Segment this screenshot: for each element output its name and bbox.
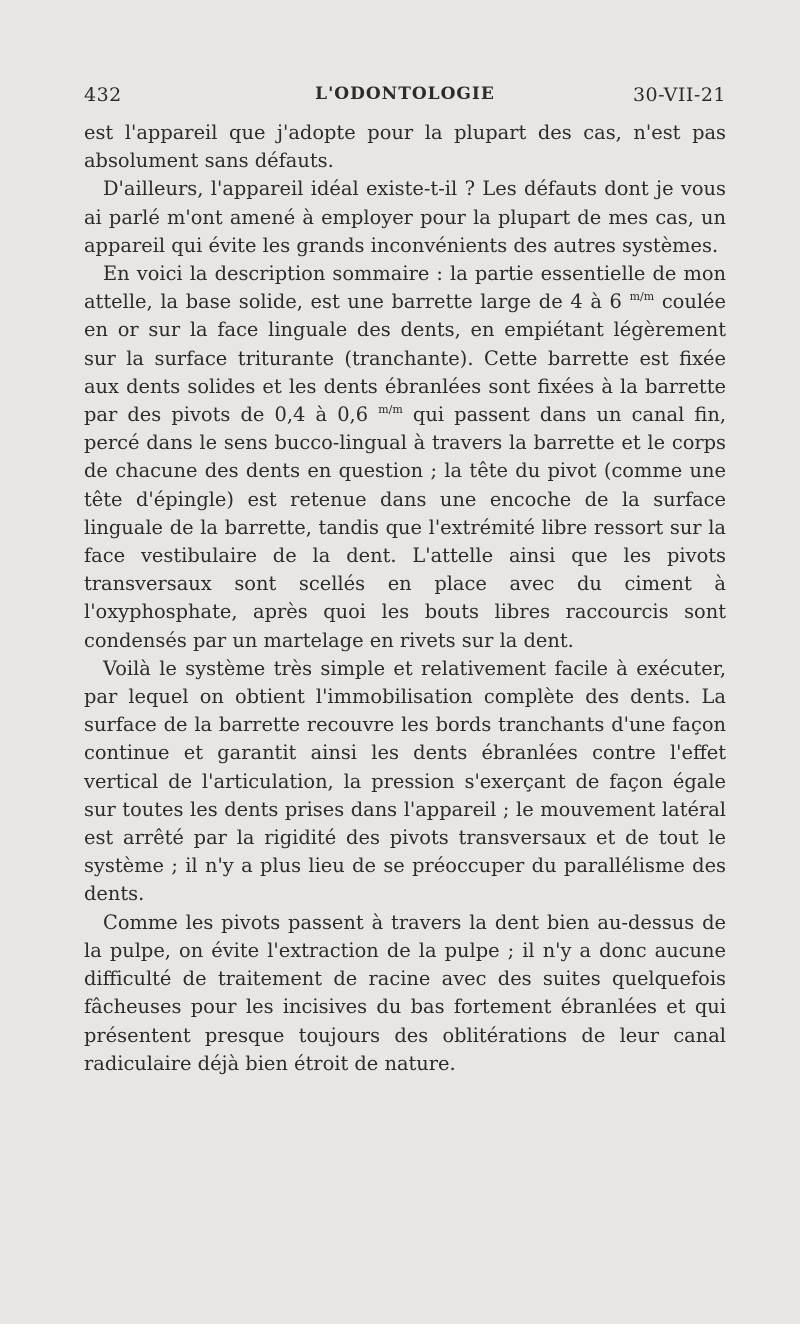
issue-date: 30-VII-21 bbox=[632, 84, 726, 106]
journal-title: L'ODONTOLOGIE bbox=[315, 84, 495, 104]
paragraph-3-part-2: coulée en or sur la face linguale des dents, en empiétant légèrement sur la surface triturante (tranchante). Cette barrette est fixée aux dents solides et les dents ébranlées sont fixées à la barrette par des pivots de 0,4 à 0,6 bbox=[84, 290, 726, 427]
paragraph-3-part-3: qui passent dans un canal fin, percé dans le sens bucco-lingual à travers la barrette et le corps de chacune des dents en question ; la tête du pivot (comme une tête d'épingle) est retenue dans une encoche de la surface linguale de la barrette, tandis que l'extrémité libre ressort sur la face vestibulaire de la dent. L'attelle ainsi que les pivots transversaux sont scellés en place avec du ciment à l'oxyphosphate, après quoi les bouts libres raccourcis sont condensés par un martelage en rivets sur la dent. bbox=[84, 403, 727, 652]
unit-mm-1: m/m bbox=[629, 290, 655, 304]
paragraph-5: Comme les pivots passent à travers la dent bien au-dessus de la pulpe, on évite l'extraction de la pulpe ; il n'y a donc aucune difficulté de traitement de racine avec des suites quelquefois fâcheuses pour les incisives du bas fortement ébranlées et qui présentent presque toujours des oblitérations de leur canal radiculaire déjà bien étroit de nature. bbox=[84, 910, 726, 1075]
unit-mm-2: m/m bbox=[378, 403, 403, 417]
body-text bbox=[84, 119, 726, 1078]
paragraph-4: Voilà le système très simple et relativement facile à exécuter, par lequel on obtient l'immobilisation complète des dents. La surface de la barrette recouvre les bords tranchants d'une façon continue et garantit ainsi les dents ébranlées contre l'effet vertical de l'articulation, la pression s'exerçant de façon égale sur toutes les dents prises dans l'appareil ; le mouvement latéral est arrêté par la rigidité des pivots transversaux et de tout le système ; il n'y a plus lieu de se préoccuper du parallélisme des dents. bbox=[84, 656, 726, 906]
paragraph-2: D'ailleurs, l'appareil idéal existe-t-il ? Les défauts dont je vous ai parlé m'ont amené à employer pour la plupart de mes cas, un appareil qui évite les grands inconvénients des autres systèmes. bbox=[84, 177, 726, 257]
paragraph-1: est l'appareil que j'adopte pour la plupart des cas, n'est pas absolument sans défauts. bbox=[84, 121, 726, 173]
paragraph-3-part-1: En voici la description sommaire : la partie essentielle de mon attelle, la base solide, est une barrette large de 4 à 6 bbox=[84, 262, 726, 314]
page-number: 432 bbox=[84, 84, 122, 106]
running-header bbox=[84, 84, 726, 114]
paragraph-3 bbox=[84, 260, 726, 655]
